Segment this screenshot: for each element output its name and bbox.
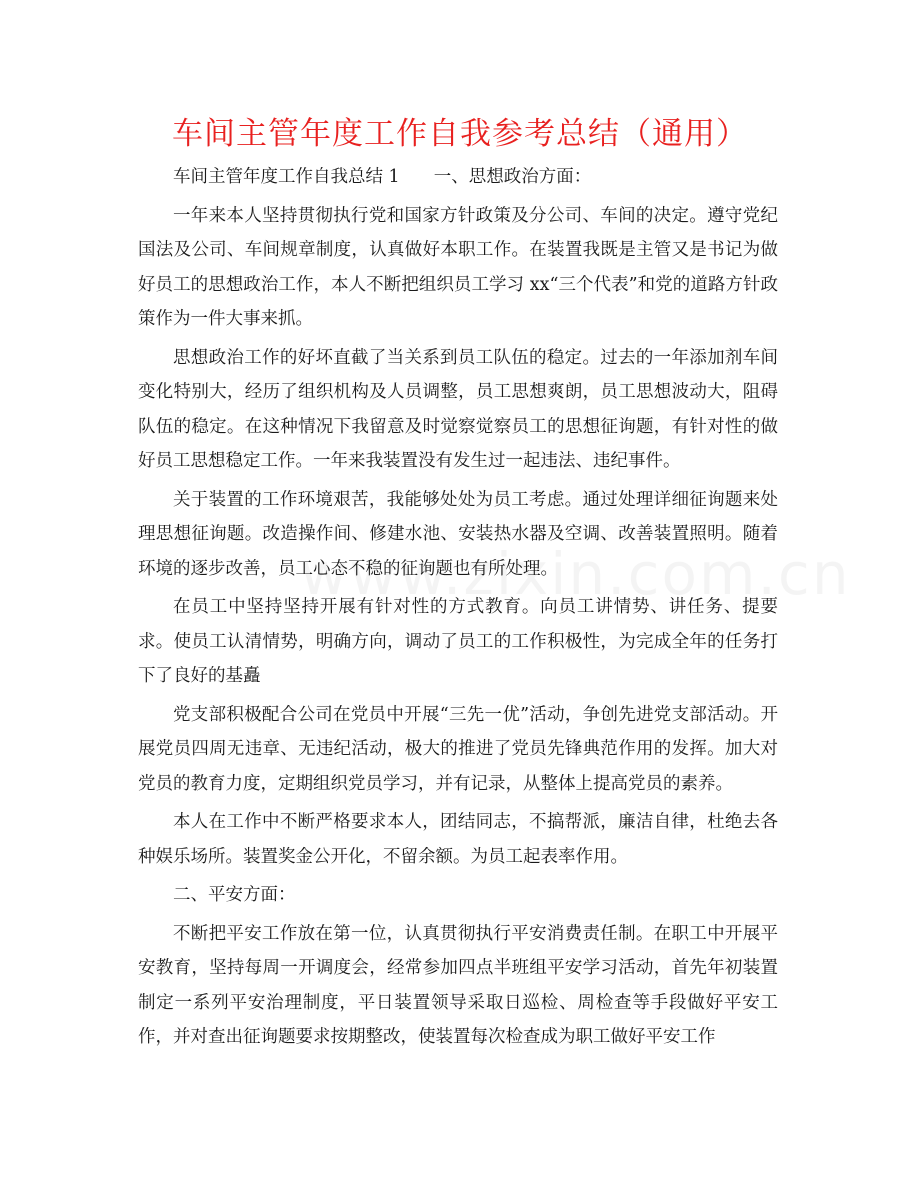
paragraph: 在员工中坚持坚持开展有针对性的方式教育。向员工讲情势、讲任务、提要求。使员工认清情势，明确方向，调动了员工的工作积极性，为完成全年的任务打下了良好的基矗 [138, 597, 778, 686]
section-heading: 二、平安方面： [173, 885, 296, 905]
paragraph: 思想政治工作的好坏直截了当关系到员工队伍的稳定。过去的一年添加剂车间变化特别大，经历了组织机构及人员调整，员工思想爽朗，员工思想波动大，阻碍队伍的稳定。在这种情况下我留意及时觉察觉察员工的思想征询题，有针对性的做好员工思想稳定工作。一年来我装置没有发生过一起违法、违纪事件。 [138, 347, 778, 471]
document-body [138, 160, 778, 1059]
paragraph: 关于装置的工作环境艰苦，我能够处处为员工考虑。通过处理详细征询题来处理思想征询题。改造操作间、修建水池、安装热水器及空调、改善装置照明。随着环境的逐步改善，员工心态不稳的征询题也有所处理。 [138, 489, 778, 579]
paragraph: 不断把平安工作放在第一位，认真贯彻执行平安消费责任制。在职工中开展平安教育，坚持每周一开调度会，经常参加四点半班组平安学习活动，首先年初装置制定一系列平安治理制度，平日装置领导采取日巡检、周检查等手段做好平安工作，并对查出征询题要求按期整改，使装置每次检查成为职工做好平安工作 [138, 923, 778, 1047]
intro-section-heading: 一、思想政治方面： [433, 167, 592, 187]
intro-label: 车间主管年度工作自我总结 1 [173, 167, 400, 187]
paragraph: 一年来本人坚持贯彻执行党和国家方针政策及分公司、车间的决定。遵守党纪国法及公司、车间规章制度，认真做好本职工作。在装置我既是主管又是书记为做好员工的思想政治工作，本人不断把组织员工学习 xx“三个代表”和党的道路方针政策作为一件大事来抓。 [138, 205, 778, 329]
document-title: 车间主管年度工作自我参考总结（通用） [172, 116, 748, 152]
paragraph: 党支部积极配合公司在党员中开展“三先一优”活动，争创先进党支部活动。开展党员四周无违章、无违纪活动，极大的推进了党员先锋典范作用的发挥。加大对党员的教育力度，定期组织党员学习，并有记录，从整体上提高党员的素养。 [138, 704, 778, 794]
paragraph: 本人在工作中不断严格要求本人，团结同志，不搞帮派，廉洁自律，杜绝去各种娱乐场所。装置奖金公开化，不留余额。为员工起表率作用。 [138, 812, 778, 867]
intro-line [138, 160, 778, 195]
